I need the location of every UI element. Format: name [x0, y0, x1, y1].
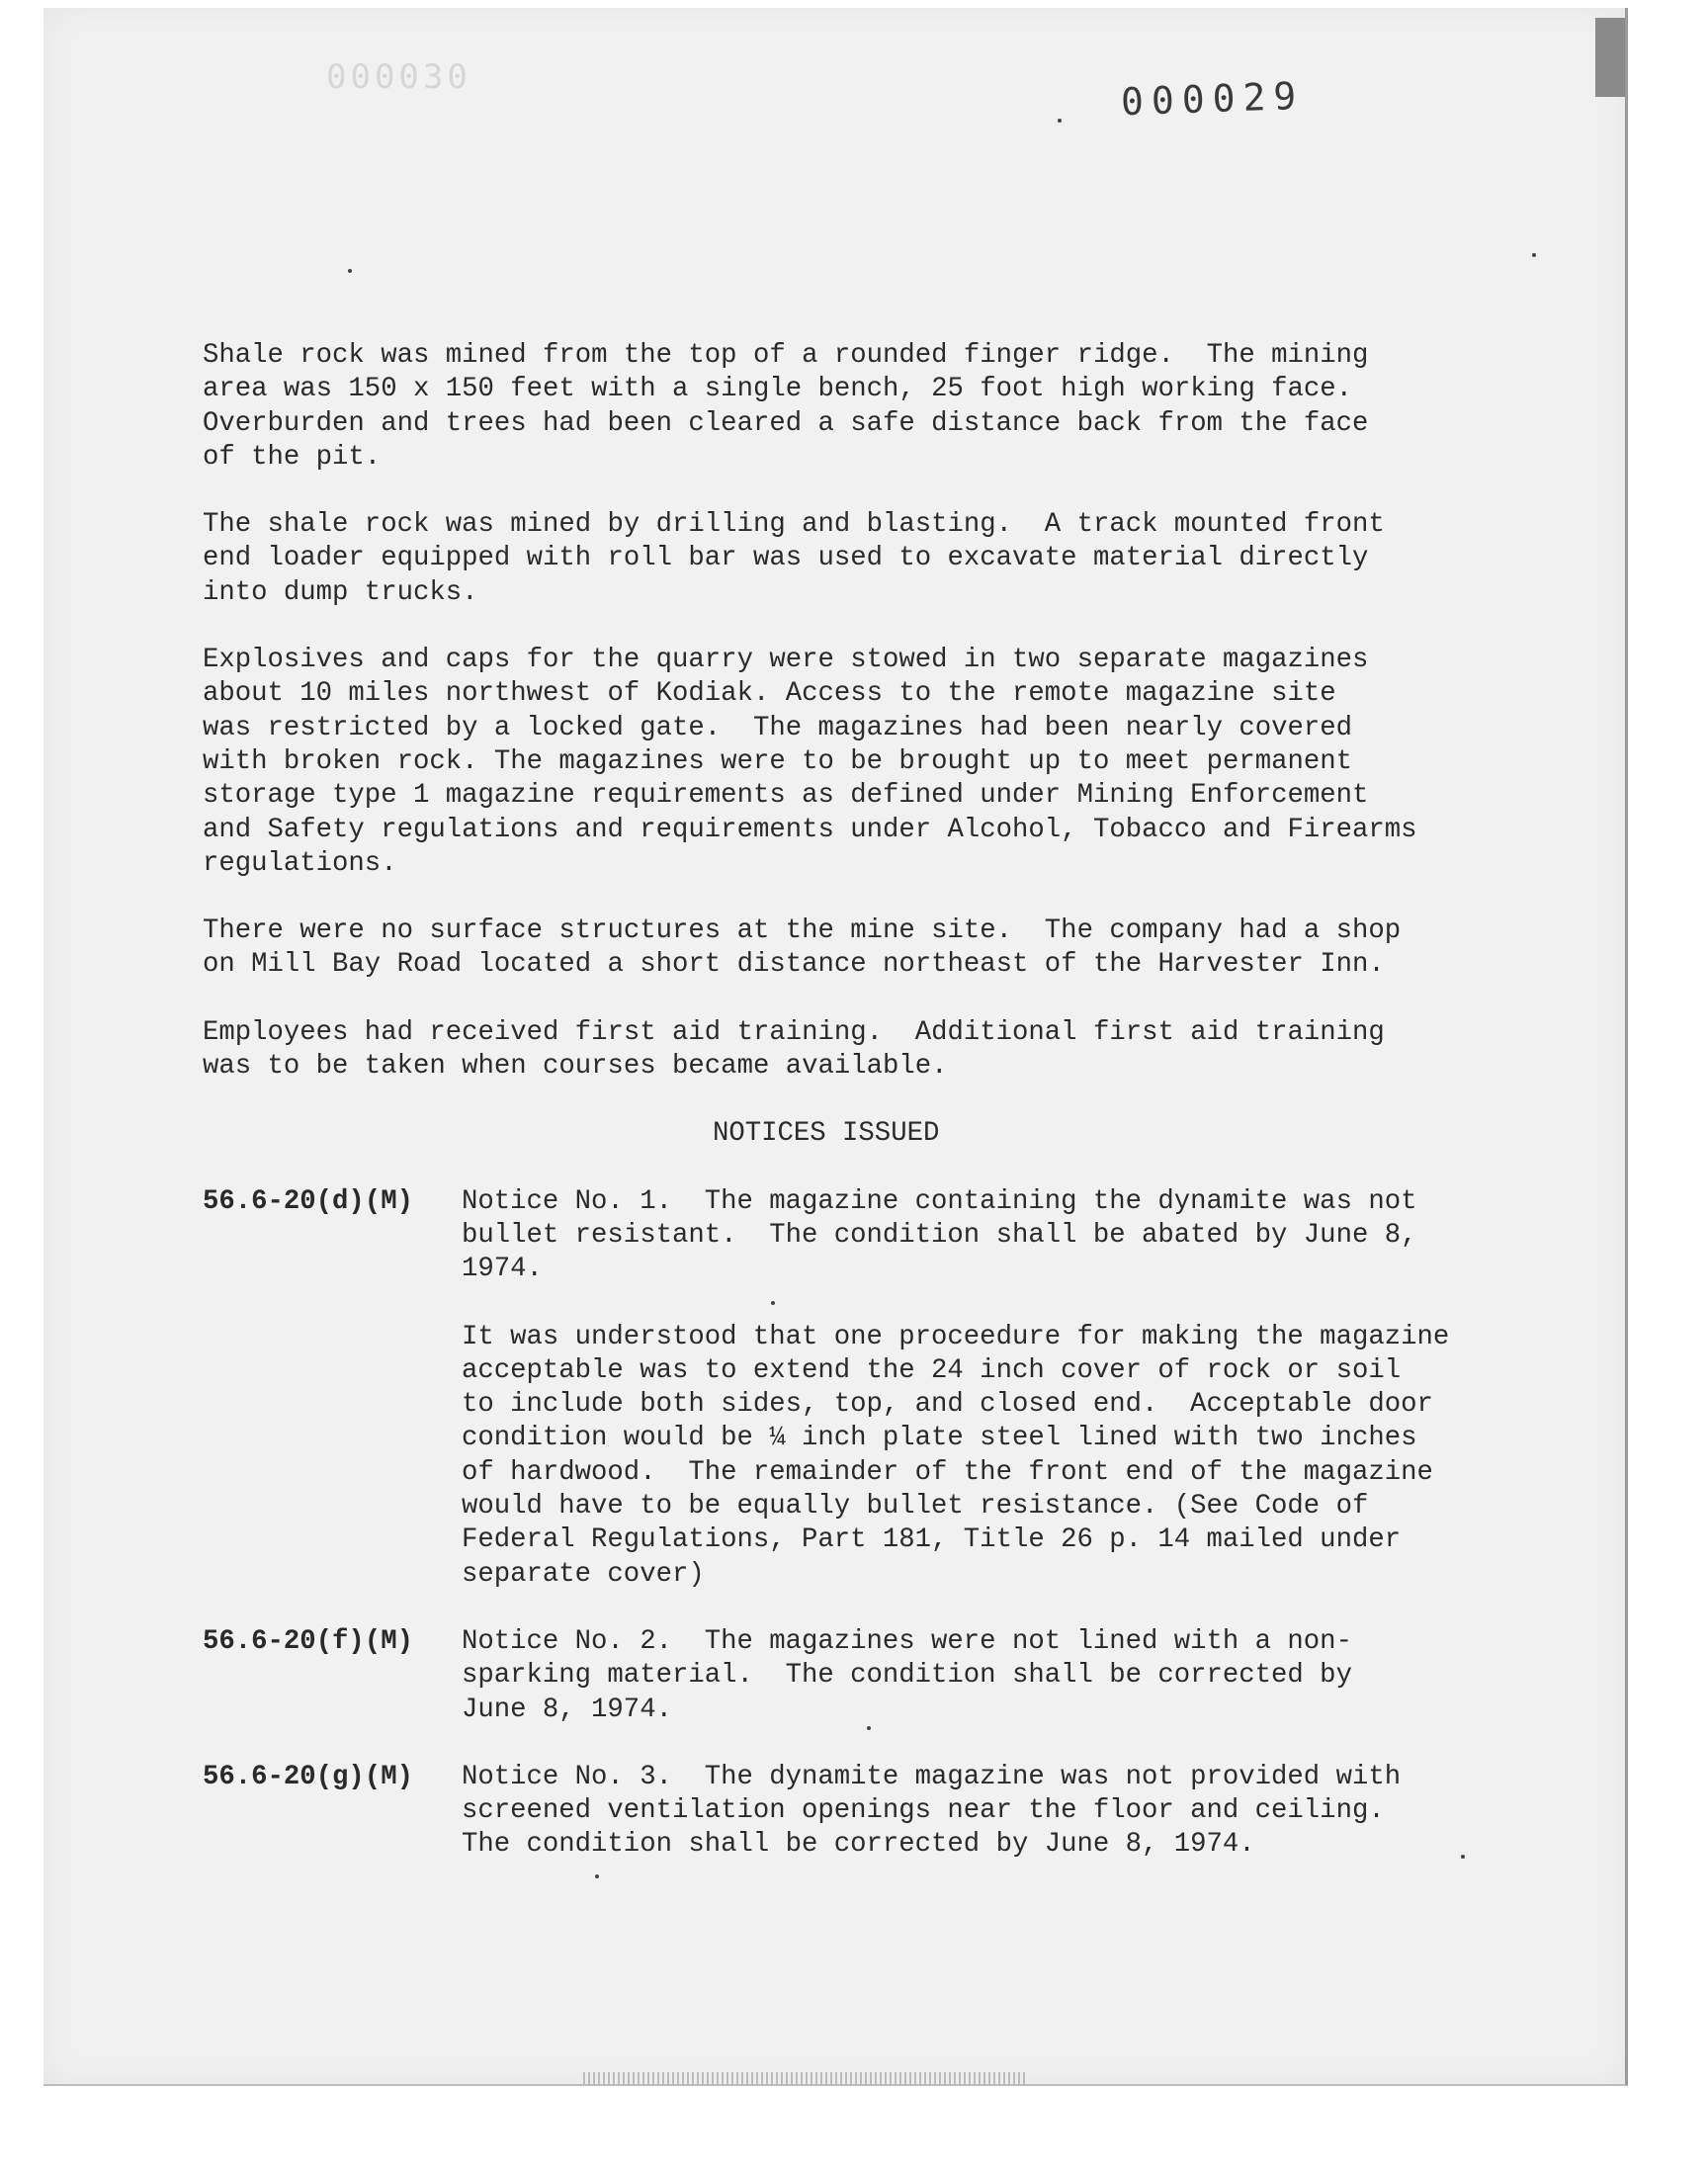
text-line: Explosives and caps for the quarry were stowed in two separate magazines — [203, 645, 1369, 676]
text-line: on Mill Bay Road located a short distance northeast of the Harvester Inn. — [203, 949, 1385, 981]
text-line: Employees had received first aid training. Additional first aid training — [203, 1016, 1385, 1048]
notice-item — [203, 1185, 1527, 1592]
text-line: into dump trucks. — [203, 576, 478, 608]
notice-item — [203, 1761, 1527, 1863]
notice-body — [462, 1761, 1527, 1863]
narrative-section — [203, 339, 1527, 1084]
notice-code: 56.6-20(g)(M) — [203, 1761, 413, 1792]
text-line: end loader equipped with roll bar was used to excavate material directly — [203, 543, 1369, 574]
notice-code: 56.6-20(d)(M) — [203, 1185, 413, 1217]
page-corner-mark — [1595, 18, 1625, 97]
notice-paragraph — [462, 1321, 1527, 1592]
text-line: It was understood that one proceedure for making the magazine — [462, 1321, 1450, 1352]
notice-body — [462, 1185, 1527, 1592]
text-line: screened ventilation openings near the floor and ceiling. — [462, 1795, 1385, 1827]
text-line: The condition shall be corrected by June 8, 1974. — [462, 1829, 1255, 1861]
scan-speck — [348, 269, 352, 273]
scan-speck — [1461, 1855, 1465, 1859]
text-line: Notice No. 2. The magazines were not lined with a non- — [462, 1625, 1352, 1657]
section-heading: NOTICES ISSUED — [713, 1118, 940, 1150]
text-line: would have to be equally bullet resistance. (See Code of — [462, 1491, 1369, 1522]
body-paragraph — [203, 339, 1527, 475]
scan-speck — [867, 1726, 871, 1730]
body-paragraph — [203, 508, 1527, 610]
text-line: Notice No. 3. The dynamite magazine was not provided with — [462, 1761, 1402, 1792]
text-line: Federal Regulations, Part 181, Title 26 p. 14 mailed under — [462, 1524, 1402, 1556]
document-body — [203, 339, 1527, 1896]
notice-body — [462, 1625, 1527, 1727]
text-line: to include both sides, top, and closed end. Acceptable door — [462, 1389, 1433, 1421]
text-line: about 10 miles northwest of Kodiak. Access to the remote magazine site — [203, 678, 1336, 710]
scan-edge-strip — [583, 2072, 1028, 2084]
notice-paragraph — [462, 1761, 1527, 1863]
text-line: Notice No. 1. The magazine containing the dynamite was not — [462, 1185, 1417, 1217]
text-line: was restricted by a locked gate. The magazines had been nearly covered — [203, 712, 1353, 743]
scan-speck — [1532, 253, 1536, 257]
text-line: of hardwood. The remainder of the front end of the magazine — [462, 1456, 1433, 1488]
notice-paragraph — [462, 1625, 1527, 1727]
text-line: condition would be ¼ inch plate steel lined with two inches — [462, 1423, 1417, 1454]
text-line: area was 150 x 150 feet with a single bench, 25 foot high working face. — [203, 374, 1353, 405]
text-line: of the pit. — [203, 441, 382, 473]
text-line: acceptable was to extend the 24 inch cover of rock or soil — [462, 1354, 1402, 1386]
text-line: Shale rock was mined from the top of a rounded finger ridge. The mining — [203, 340, 1369, 371]
text-line: The shale rock was mined by drilling and blasting. A track mounted front — [203, 509, 1385, 541]
text-line: separate cover) — [462, 1558, 705, 1590]
scan-speck — [1058, 119, 1062, 123]
body-paragraph — [203, 1016, 1527, 1085]
bleed-through-page-number: 000030 — [326, 57, 471, 97]
body-paragraph — [203, 914, 1527, 983]
text-line: June 8, 1974. — [462, 1694, 672, 1725]
scan-speck — [771, 1301, 775, 1305]
text-line: and Safety regulations and requirements under Alcohol, Tobacco and Firearms — [203, 814, 1417, 845]
text-line: sparking material. The condition shall be corrected by — [462, 1660, 1352, 1692]
notice-code: 56.6-20(f)(M) — [203, 1625, 413, 1657]
notice-item — [203, 1625, 1527, 1727]
scan-speck — [595, 1874, 599, 1878]
text-line: bullet resistant. The condition shall be abated by June 8, — [462, 1219, 1417, 1251]
text-line: storage type 1 magazine requirements as defined under Mining Enforcement — [203, 780, 1369, 812]
text-line: Overburden and trees had been cleared a safe distance back from the face — [203, 407, 1369, 439]
text-line: regulations. — [203, 847, 397, 879]
text-line: There were no surface structures at the mine site. The company had a shop — [203, 915, 1402, 947]
page-number: 000029 — [1120, 73, 1305, 125]
notice-paragraph — [462, 1185, 1527, 1287]
body-paragraph — [203, 644, 1527, 881]
notices-list — [203, 1185, 1527, 1863]
text-line: with broken rock. The magazines were to be brought up to meet permanent — [203, 745, 1353, 777]
text-line: 1974. — [462, 1254, 543, 1285]
text-line: was to be taken when courses became available. — [203, 1051, 948, 1083]
